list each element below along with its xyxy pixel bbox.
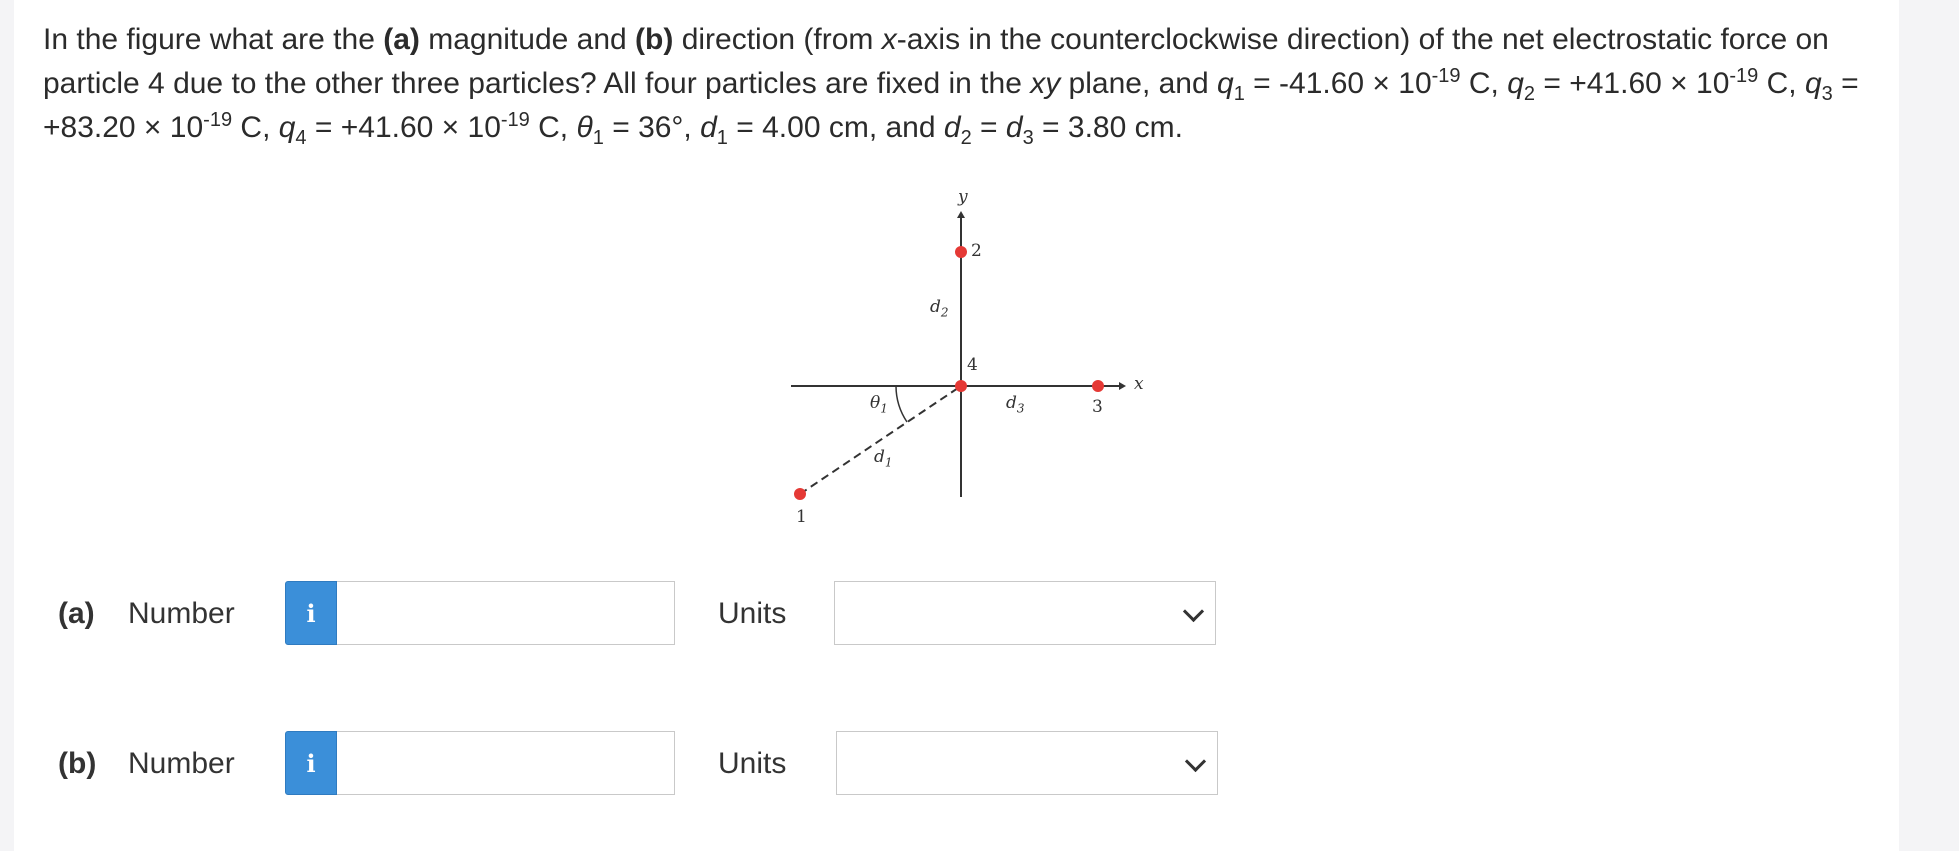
d1-label: $d_1$ (874, 447, 893, 470)
answer-row-a (14, 581, 1314, 647)
chevron-down-icon (1183, 601, 1204, 622)
d2-label: $d_2$ (930, 297, 949, 320)
theta1-arc (896, 386, 907, 422)
theta1-label: $\theta_1$ (870, 393, 888, 416)
part-b-number-input[interactable] (337, 731, 675, 795)
particle-1-dot (794, 488, 806, 500)
part-b-number-label: Number (128, 747, 235, 780)
part-a-units-label: Units (718, 597, 787, 630)
particle-3-label: 3 (1092, 397, 1103, 417)
part-a-number-input[interactable] (337, 581, 675, 645)
particle-2-dot (955, 246, 967, 258)
chevron-down-icon (1185, 751, 1206, 772)
part-a-number-label: Number (128, 597, 235, 630)
info-icon: i (306, 748, 316, 778)
particle-1-label: 1 (796, 507, 807, 527)
x-axis-label: x (1134, 374, 1144, 394)
particle-4-label: 4 (967, 355, 978, 375)
figure-drawing (774, 185, 1154, 535)
part-a-label: (a) (58, 597, 95, 630)
question-text: In the figure what are the (a) magnitude and (b) direction (from x-axis in the counterclockwise direction) of the net electrostatic force on particle 4 due to the other three particles? All four particles are fixed in the xy plane, and $q_1 = -41.60 \times 10^{-19}$ C, $q_2 = +41.60 \times 10^{-19}$ C, $q_3 = +83.20 \times 10^{-19}$ C, $q_4 = +41.60 \times 10^{-19}$ C, $\theta_1 = 36^\circ$, $d_1 = 4.00$ cm, and $d_2 = d_3 = 3.80$ cm. (43, 23, 1859, 149)
part-b-units-select[interactable] (836, 731, 1218, 795)
particle-2-label: 2 (971, 241, 982, 261)
part-a-units-select[interactable] (834, 581, 1216, 645)
info-icon: i (306, 598, 316, 628)
particle-4-dot (955, 380, 967, 392)
particle-figure (774, 185, 1154, 535)
part-b-units-label: Units (718, 747, 787, 780)
y-axis-label: y (958, 187, 968, 207)
x-axis-arrow (1119, 382, 1126, 390)
particle-3-dot (1092, 380, 1104, 392)
answer-row-b (14, 731, 1314, 797)
d3-label: $d_3$ (1006, 393, 1025, 416)
part-b-info-button[interactable] (285, 731, 337, 795)
part-a-info-button[interactable] (285, 581, 337, 645)
question-card (14, 0, 1899, 851)
y-axis-arrow (957, 211, 965, 218)
part-b-label: (b) (58, 747, 97, 780)
